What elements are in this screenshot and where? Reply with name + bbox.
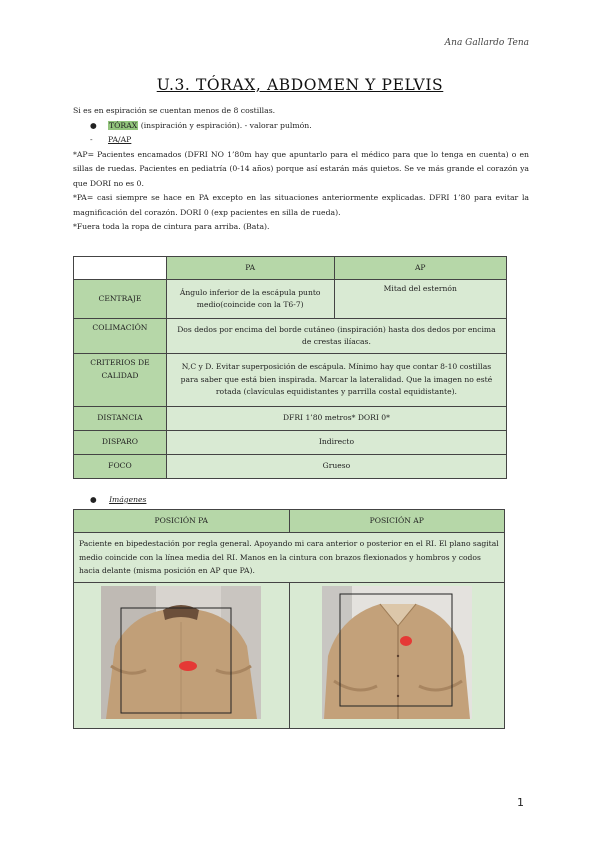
- header-pa: PA: [166, 257, 334, 280]
- author-name: Ana Gallardo Tena: [444, 38, 529, 48]
- row-label-centraje: CENTRAJE: [74, 280, 167, 319]
- table-row: [74, 455, 507, 479]
- imagenes-label: Imágenes: [109, 495, 147, 504]
- row-label-criterios: CRITERIOS DE CALIDAD: [74, 354, 167, 407]
- table-row: [74, 354, 507, 407]
- position-description: Paciente en bipedestación por regla general. Apoyando mi cara anterior o posterior en el RI. El plano sagital medio coincide con la línea media del RI. Manos en la cintura con brazos flexionados y hombros y codos hacia delante (misma posición en AP que PA).: [74, 533, 505, 583]
- header-posicion-pa: POSICIÓN PA: [74, 510, 290, 533]
- pa-photo-cell: [74, 582, 290, 728]
- bullet-icon: ●: [90, 495, 97, 504]
- pa-position-photo: [101, 586, 261, 719]
- page-title: U.3. TÓRAX, ABDOMEN Y PELVIS: [156, 76, 444, 94]
- pa-ap-link: PA/AP: [108, 135, 132, 144]
- page-number: 1: [517, 796, 524, 809]
- table-row: [74, 280, 507, 319]
- header-posicion-ap: POSICIÓN AP: [289, 510, 504, 533]
- row-label-distancia: DISTANCIA: [74, 407, 167, 431]
- dash-item-pa-ap: [73, 133, 529, 148]
- thorax-params-table: [73, 256, 507, 479]
- pa-note: *PA= casi siempre se hace en PA excepto en las situaciones anteriormente explicadas. DFRI 1’80 para evitar la magnificación del corazón. DORI 0 (exp pacientes en silla de rueda).: [73, 193, 529, 217]
- intro-section: [73, 104, 529, 235]
- bullet-text: (inspiración y espiración). - valorar pulmón.: [138, 120, 312, 130]
- foco-value: Grueso: [166, 455, 506, 479]
- intro-line: Si es en espiración se cuentan menos de 8 costillas.: [73, 106, 276, 115]
- centraje-ap: Mitad del esternón: [334, 280, 507, 319]
- bullet-item-torax: [73, 119, 529, 134]
- positions-table: [73, 509, 505, 729]
- table-header-row: [74, 257, 507, 280]
- dash-icon: -: [90, 135, 93, 144]
- criterios-value: N,C y D. Evitar superposición de escápula. Mínimo hay que contar 8-10 costillas para saber que está bien inspirada. Marcar la lateralidad. Que la imagen no esté rotada (clavículas equidistantes y parrilla costal equidistante).: [166, 354, 506, 407]
- colimacion-value: Dos dedos por encima del borde cutáneo (inspiración) hasta dos dedos por encima de crestas ilíacas.: [166, 319, 506, 354]
- distancia-value: DFRI 1’80 metros* DORI 0*: [166, 407, 506, 431]
- ap-position-photo: [322, 586, 472, 719]
- ap-photo-cell: [289, 582, 504, 728]
- ap-note: *AP= Pacientes encamados (DFRI NO 1’80m hay que apuntarlo para el médico para que lo tenga en cuenta) o en sillas de ruedas. Pacientes en pediatría (0-14 años) porque así estarán más quietos. Se ve más grande el corazón ya que DORI no es 0.: [73, 149, 529, 188]
- table-row: [74, 319, 507, 354]
- centraje-pa: Ángulo inferior de la escápula punto medio(coincide con la T6-7): [166, 280, 334, 319]
- row-label-disparo: DISPARO: [74, 431, 167, 455]
- clothes-note: *Fuera toda la ropa de cintura para arriba. (Bata).: [73, 222, 270, 231]
- row-label-colimacion: COLIMACIÓN: [74, 319, 167, 354]
- table-row: [74, 407, 507, 431]
- row-label-foco: FOCO: [74, 455, 167, 479]
- disparo-value: Indirecto: [166, 431, 506, 455]
- bullet-item-imagenes: [90, 495, 146, 504]
- header-ap: AP: [334, 257, 507, 280]
- empty-corner-cell: [74, 257, 167, 280]
- table-row: [74, 431, 507, 455]
- torax-highlight: TÓRAX: [109, 120, 138, 130]
- bullet-icon: ●: [90, 120, 97, 130]
